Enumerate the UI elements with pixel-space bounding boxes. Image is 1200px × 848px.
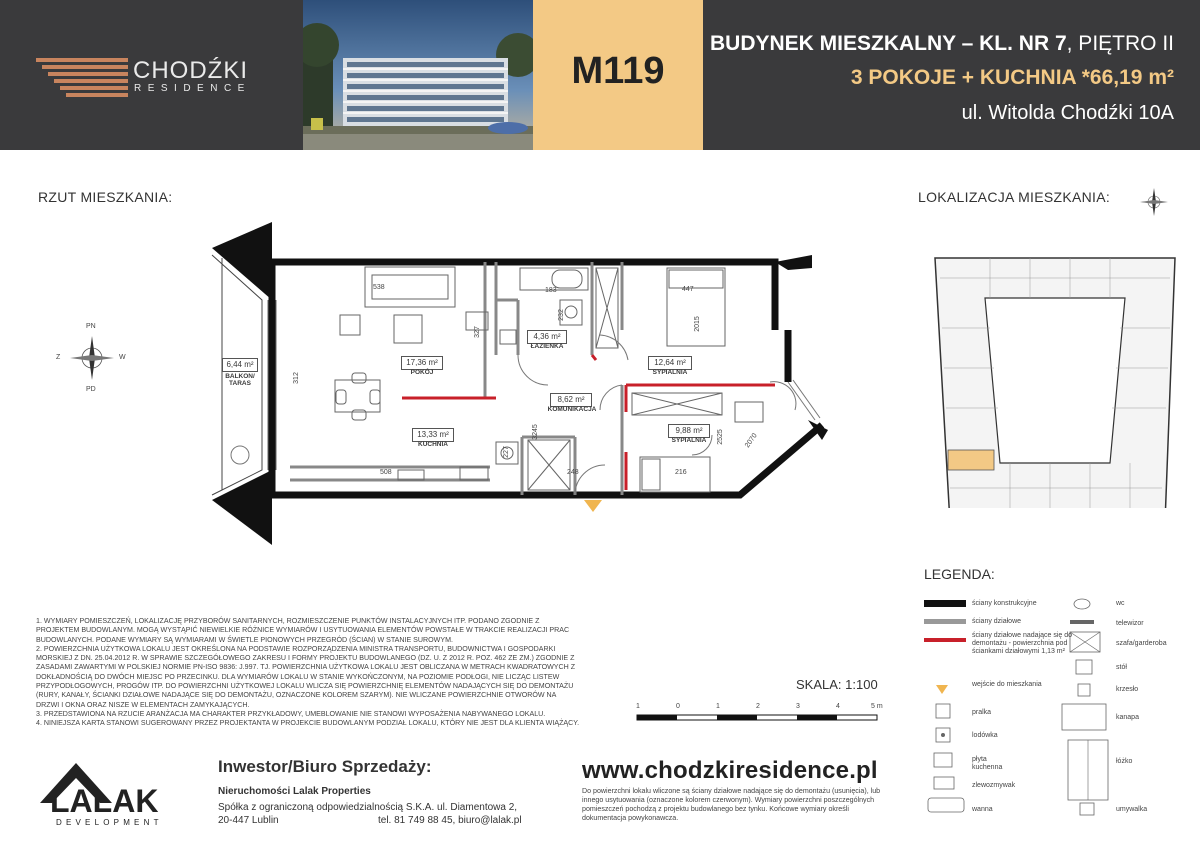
compass-w-label: Z — [56, 354, 61, 361]
room-name-balcony: BALKON/ TARAS — [225, 373, 255, 387]
room-name-kitchen: KUCHNIA — [418, 441, 448, 448]
plan-title: RZUT MIESZKANIA: — [38, 189, 173, 205]
legend-item: telewizor — [1116, 620, 1144, 627]
building-render-image — [303, 0, 533, 150]
investor-contact[interactable]: tel. 81 749 88 45, biuro@lalak.pl — [378, 815, 522, 826]
header-bar — [0, 0, 1200, 150]
structural-wall-icon — [924, 600, 966, 607]
legend-symbols — [920, 590, 1200, 848]
scale-label: SKALA: 1:100 — [796, 677, 878, 692]
wall-wedge-bottom — [212, 470, 272, 545]
scale-bar — [636, 703, 886, 723]
scale-tick: 2 — [756, 703, 760, 710]
legend-item: krzesło — [1116, 686, 1139, 693]
table-icon — [1076, 660, 1092, 674]
street-address: ul. Witolda Chodźki 10A — [961, 102, 1174, 124]
legend-item: szafa/garderoba — [1116, 640, 1167, 647]
floor-number: , PIĘTRO II — [1066, 32, 1174, 55]
apartment-code-box — [533, 0, 703, 150]
wall-wedge-top — [212, 222, 272, 300]
dim-label: 2070 — [744, 432, 759, 450]
scale-tick: 0 — [676, 703, 680, 710]
building-info — [710, 32, 1174, 56]
dim-label: 508 — [380, 469, 392, 476]
apartment-highlight — [948, 450, 994, 470]
dim-label: 183 — [545, 287, 557, 294]
lalak-sub: DEVELOPMENT — [56, 818, 163, 827]
sink-icon — [934, 777, 954, 789]
legend-item: umywalka — [1116, 806, 1148, 813]
note-item: 3. PRZEDSTAWIONA NA RZUCIE ARANŻACJA MA CHARAKTER PRZYKŁADOWY, UMEBLOWANIE NIE STANOWI WYPOSAŻENIA NABYWANEGO LOKALU. — [36, 709, 546, 718]
compass-icon — [70, 336, 114, 380]
legend-item: ściany działowe — [972, 618, 1022, 625]
legend-item: wejście do mieszkania — [972, 681, 1042, 688]
room-name-bedroom-2: SYPIALNIA — [671, 437, 707, 444]
lalak-logo — [36, 758, 196, 828]
partition-wall-icon — [924, 619, 966, 624]
chodzki-logo — [36, 55, 266, 97]
website-link[interactable]: www.chodzkiresidence.pl — [582, 757, 878, 784]
building-number: BUDYNEK MIESZKALNY – KL. NR 7 — [709, 32, 1067, 55]
note-item: 4. NINIEJSZA KARTA STANOWI SUGEROWANY PRZEZ PROJEKTANTA W PROJEKCIE BUDOWLANYM PODZIAŁ LOKALU, KTÓRY NIE JEST DLA KLIENTA WIĄŻĄCY. — [36, 719, 580, 728]
note-item: 2. POWIERZCHNIA UŻYTKOWA LOKALU JEST OKREŚLONA NA PODSTAWIE ROZPORZĄDZENIA MINISTRA TRANSPORTU, BUDOWNICTWA I GOSPODARKI MORSKIEJ Z DN. 25.04.2012 R. W SPRAWIE SZCZEGÓŁOWEGO ZAKRESU I FORMY PROJEKTU BUDOWLANEGO (DZ. U. Z 2012 R. POZ. 462 ZE ZM.) ZGODNIE Z ZASADAMI ZAWARTYMI W POLSKIEJ NORMIE PN-ISO 9836: J.997. TJ. POWIERZCHNIA UŻYTKOWA LOKALU JEST OBLICZANA W METRACH KWADRATOWYCH Z DOKŁADNOŚCIĄ DO DWÓCH MIEJSC PO PRZECINKU. DLA WYMIARÓW LOKALU W STANIE WYKOŃCZONYM, NA POZIOMIE PODŁOGI, NIE LICZĄC LISTEW PRZYPODŁOGOWYCH, PROGÓW ITP. DO POWIERZCHNI UŻYTKOWEJ LOKALU WLICZA SIĘ POWIERZCHNIĘ ELEMENTÓW NADAJĄCYCH SIĘ DO DEMONTAŻU (RURY, KANAŁY, ŚCIANKI DZIAŁOWE NADAJĄCE SIĘ DO DEMONTAŻU, OZNACZONE KOLOREM SZARYM). NIE WLICZANE POWIERZCHNIE OTWORÓW NA DRZWI I OKNA ORAZ NISZE W ELEMENTACH ZAMYKAJĄCYCH. — [36, 644, 576, 709]
legend-item: stół — [1116, 664, 1127, 671]
room-area-balcony: 6,44 m² — [222, 358, 258, 372]
room-area-hall: 8,62 m² — [550, 393, 592, 407]
dim-label: 312 — [292, 372, 300, 384]
logo-subtitle: RESIDENCE — [134, 83, 251, 94]
scale-tick: 3 — [796, 703, 800, 710]
compass-s-label: PD — [86, 386, 96, 393]
entry-icon — [936, 685, 948, 694]
dim-label: 232 — [557, 309, 565, 321]
scale-tick: 1 — [716, 703, 720, 710]
room-name-living: POKÓJ — [410, 369, 434, 376]
room-area-bedroom-2: 9,88 m² — [668, 424, 710, 438]
location-map — [930, 178, 1180, 508]
dim-label: 447 — [682, 286, 694, 293]
room-area-kitchen: 13,33 m² — [412, 428, 454, 442]
legend-item: ściany działowe nadające się do demontażu - powierzchnia pod ściankami działowymi 1,13 m² — [972, 632, 1073, 655]
dim-label: 538 — [373, 284, 385, 291]
legend-item: ściany konstrukcyjne — [972, 600, 1037, 607]
dim-label: 327 — [473, 326, 481, 338]
logo-stripes-icon — [36, 55, 128, 97]
note-item: 1. WYMIARY POMIESZCZEŃ, LOKALIZACJĘ PRZYBORÓW SANITARNYCH, ROZMIESZCZENIE PUNKTÓW INSTALACYJNYCH ITP. PODANO ZGODNIE Z PROJEKTEM BUDOWLANYM. MOGĄ WYSTĄPIĆ NIEWIELKIE RÓŻNICE WYMIARÓW I USYTUOWANIA ELEMENTÓW POWSTAŁE W TRAKCIE REALIZACJI PRAC BUDOWLANYCH. PODANE WYMIARY SĄ WYMIARAMI W ŚWIETLE PIONOWYCH PRZEGRÓD (ŚCIAN) W STANIE SUROWYM. — [36, 617, 570, 644]
lalak-name: LALAK — [50, 783, 159, 819]
room-name-bedroom-1: SYPIALNIA — [652, 369, 688, 376]
compass-e-label: W — [119, 354, 126, 361]
room-name-hall: KOMUNIKACJA — [547, 406, 597, 413]
legend-item: wanna — [972, 806, 993, 813]
chair-icon — [1078, 684, 1090, 696]
address-line-1: Spółka z ograniczoną odpowiedzialnością S.K.A. ul. Diamentowa 2, — [218, 802, 518, 813]
demountable-wall-icon — [924, 638, 966, 642]
dim-label: 3245 — [531, 424, 539, 440]
legend-item: pralka — [972, 709, 992, 716]
wc-icon — [1074, 599, 1090, 609]
scale-tick: 4 — [836, 703, 840, 710]
notes — [36, 617, 581, 729]
fine-print: Do powierzchni lokalu wliczone są ściany działowe nadające się do demontażu (usunięcia), lub innego usytuowania (oznaczone kolorem czerwonym). Wymiary powierzchni poszczególnych pomieszczeń pochodzą z projektu budowlanego bez tynku. Końcowe wymiary określi dokumentacja powykonawcza. — [582, 787, 881, 822]
legend-item: płyta kuchenna — [972, 756, 1003, 771]
room-name-bathroom: ŁAZIENKA — [530, 343, 564, 350]
dim-label: 216 — [675, 469, 687, 476]
room-area-bedroom-1: 12,64 m² — [648, 356, 692, 370]
legend-item: łóżko — [1116, 758, 1133, 765]
washbasin-icon — [1080, 803, 1094, 815]
washer-icon — [936, 704, 950, 718]
dim-label: 2525 — [716, 429, 724, 445]
compass-n-label: PN — [86, 323, 96, 330]
legend-item: kanapa — [1116, 714, 1139, 721]
dim-label: 248 — [567, 469, 579, 476]
bathtub-icon — [928, 798, 964, 812]
room-area-living: 17,36 m² — [401, 356, 443, 370]
legend-item: zlewozmywak — [972, 782, 1016, 789]
floor-plan — [0, 215, 850, 555]
rooms-area: 3 POKOJE + KUCHNIA *66,19 m² — [850, 66, 1174, 89]
stove-icon — [934, 753, 952, 767]
investor-company: Nieruchomości Lalak Properties — [218, 786, 371, 797]
investor-title: Inwestor/Biuro Sprzedaży: — [218, 757, 432, 776]
entry-marker-icon — [584, 500, 602, 512]
legend-item: lodówka — [972, 732, 998, 739]
tv-icon — [1070, 620, 1094, 624]
location-title: LOKALIZACJA MIESZKANIA: — [918, 189, 1111, 205]
dim-label: 2015 — [693, 316, 701, 332]
location-compass-icon — [1140, 188, 1168, 216]
legend-title: LEGENDA: — [924, 566, 995, 582]
legend-item: wc — [1116, 600, 1125, 607]
scale-tick: 1 — [636, 703, 640, 710]
address-line-2: 20-447 Lublin — [218, 815, 279, 826]
apartment-code: M119 — [571, 50, 665, 92]
sofa-icon — [1062, 704, 1106, 730]
scale-tick: 5 m — [871, 703, 883, 710]
room-area-bathroom: 4,36 m² — [527, 330, 567, 344]
logo-name: CHODŹKI — [133, 57, 248, 84]
dim-label: 227 — [502, 446, 510, 458]
